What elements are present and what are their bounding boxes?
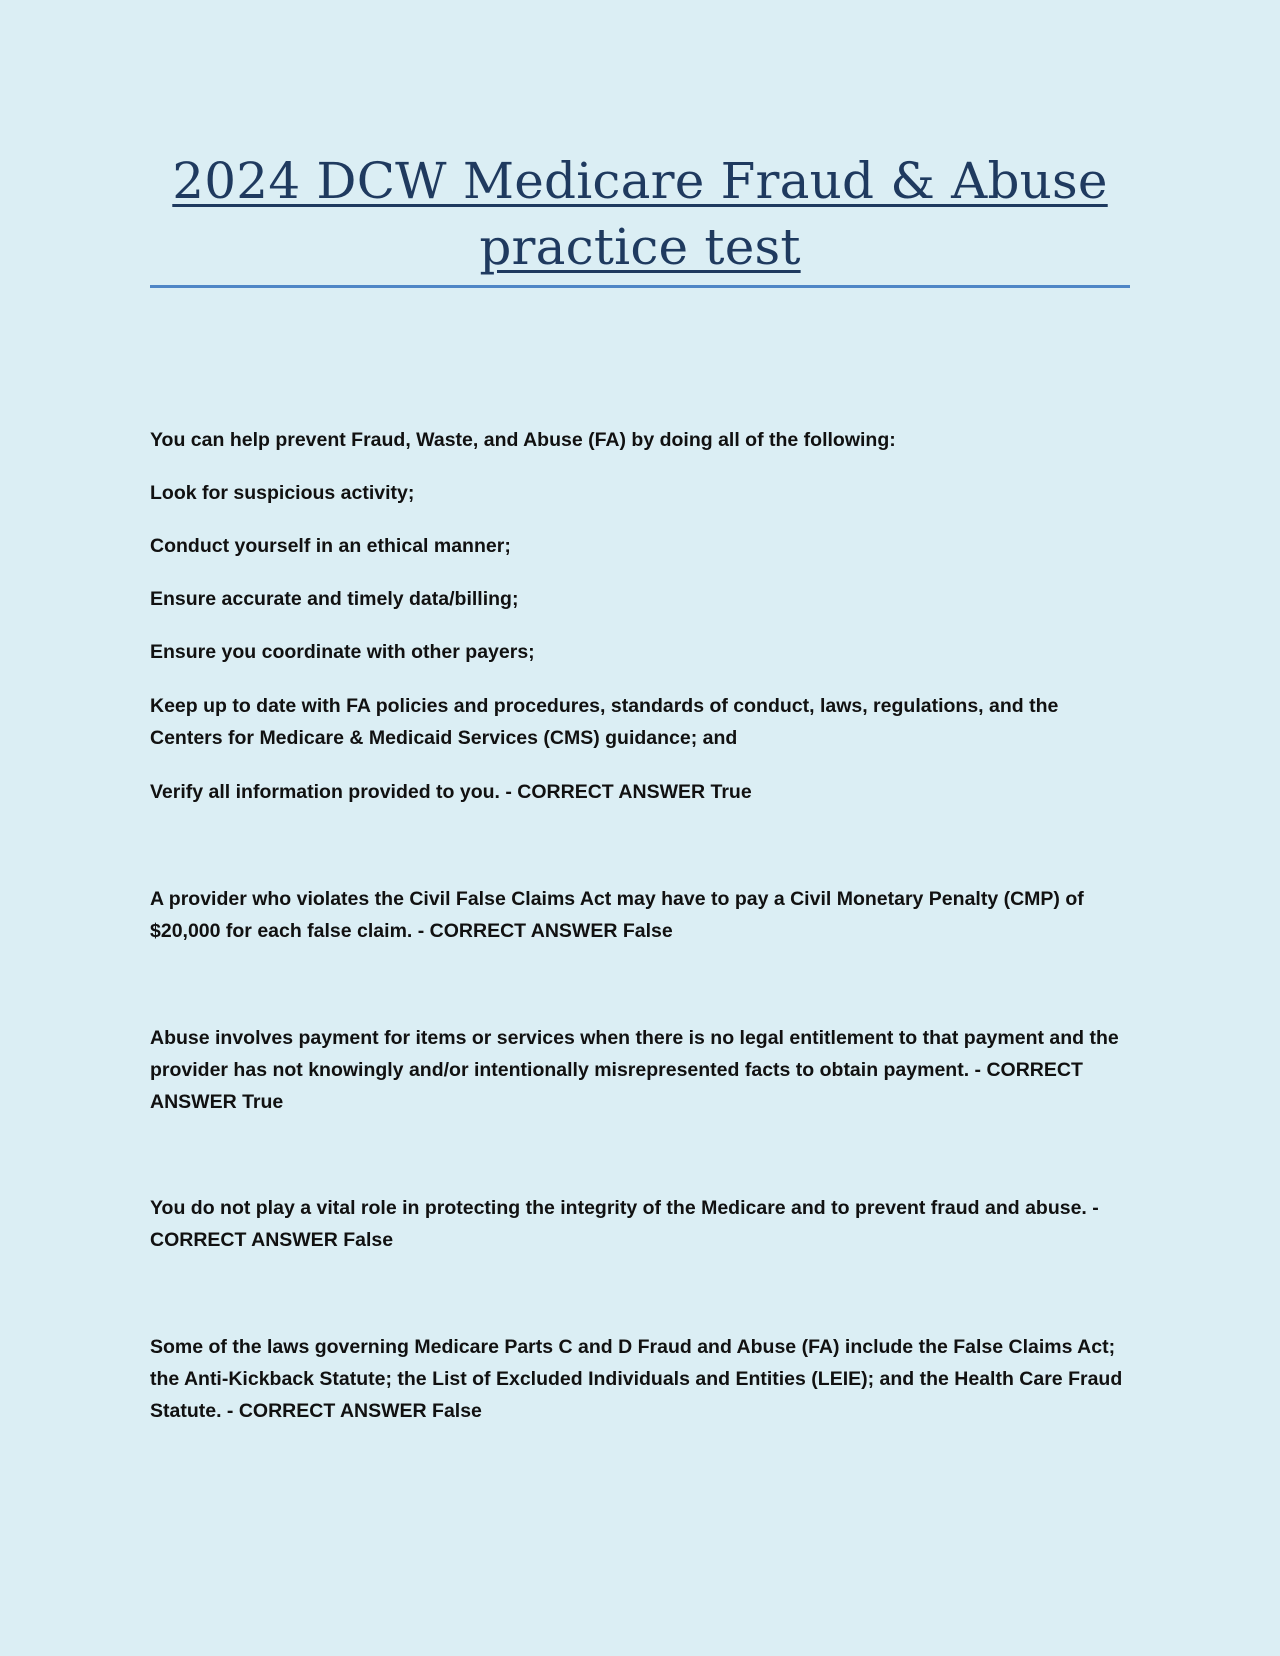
title-block <box>150 148 1130 280</box>
title-line-1: 2024 DCW Medicare Fraud & Abuse <box>172 152 1108 210</box>
document-page <box>150 0 1130 1656</box>
question-1-item-2: Conduct yourself in an ethical manner; <box>150 535 511 557</box>
page-title <box>150 148 1130 280</box>
question-2: A provider who violates the Civil False Claims Act may have to pay a Civil Monetary Penalty (CMP) of $20,000 for each false claim. - CORRECT ANSWER False <box>150 888 1084 942</box>
question-1-item-3: Ensure accurate and timely data/billing; <box>150 588 519 610</box>
title-line-2: practice test <box>479 218 801 276</box>
question-1-intro: You can help prevent Fraud, Waste, and Abuse (FA) by doing all of the following: <box>150 429 896 451</box>
title-divider <box>150 285 1130 288</box>
question-3: Abuse involves payment for items or services when there is no legal entitlement to that payment and the provider has not knowingly and/or intentionally misrepresented facts to obtain payment. - CORRECT ANSWER True <box>150 1027 1119 1113</box>
question-5: Some of the laws governing Medicare Parts C and D Fraud and Abuse (FA) include the False Claims Act; the Anti-Kickback Statute; the List of Excluded Individuals and Entities (LEIE); and the Health Care Fraud Statute. - CORRECT ANSWER False <box>150 1336 1123 1422</box>
question-4: You do not play a vital role in protecting the integrity of the Medicare and to prevent fraud and abuse. - CORRECT ANSWER False <box>150 1197 1099 1251</box>
question-1-item-1: Look for suspicious activity; <box>150 482 415 504</box>
question-1-answer: Verify all information provided to you. - CORRECT ANSWER True <box>150 781 752 803</box>
question-1-item-5: Keep up to date with FA policies and procedures, standards of conduct, laws, regulations, and the Centers for Medicare & Medicaid Services (CMS) guidance; and <box>150 695 1059 749</box>
question-1-item-4: Ensure you coordinate with other payers; <box>150 641 535 663</box>
